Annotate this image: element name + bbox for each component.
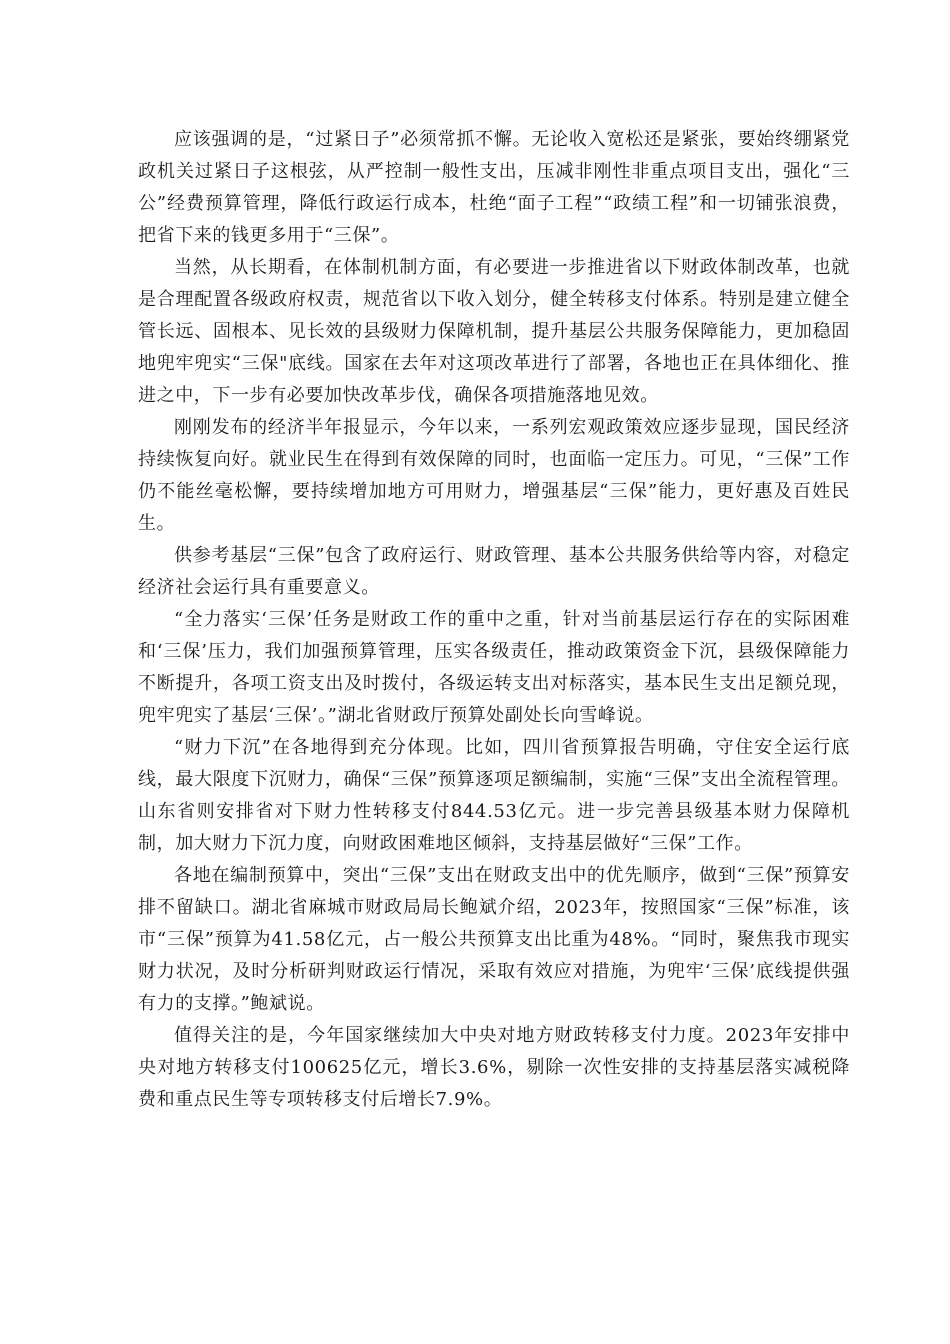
paragraph-7: 各地在编制预算中，突出“三保”支出在财政支出中的优先顺序，做到“三保”预算安排不留缺口。湖北省麻城市财政局局长鲍斌介绍，2023年，按照国家“三保”标准，该市“三保”预算为41.58亿元，占一般公共预算支出比重为48%。“同时，聚焦我市现实财力状况，及时分析研判财政运行情况，采取有效应对措施，为兜牢‘三保’底线提供强有力的支撑。”鲍斌说。 xyxy=(138,865,850,1014)
paragraph-5: “全力落实‘三保’任务是财政工作的重中之重，针对当前基层运行存在的实际困难和‘三保’压力，我们加强预算管理，压实各级责任，推动政策资金下沉，县级保障能力不断提升，各项工资支出及时拨付，各级运转支出对标落实，基本民生支出足额兑现，兜牢兜实了基层‘三保’。”湖北省财政厅预算处副处长向雪峰说。 xyxy=(138,609,850,726)
paragraph-8: 值得关注的是，今年国家继续加大中央对地方财政转移支付力度。2023年安排中央对地方转移支付100625亿元，增长3.6%，剔除一次性安排的支持基层落实减税降费和重点民生等专项转移支付后增长7.9%。 xyxy=(138,1025,850,1110)
paragraph-2: 当然，从长期看，在体制机制方面，有必要进一步推进省以下财政体制改革，也就是合理配置各级政府权责，规范省以下收入划分，健全转移支付体系。特别是建立健全管长远、固根本、见长效的县级财力保障机制，提升基层公共服务保障能力，更加稳固地兜牢兜实“三保"底线。国家在去年对这项改革进行了部署，各地也正在具体细化、推进之中，下一步有必要加快改革步伐，确保各项措施落地见效。 xyxy=(138,257,850,406)
paragraph-6: “财力下沉”在各地得到充分体现。比如，四川省预算报告明确，守住安全运行底线，最大限度下沉财力，确保“三保”预算逐项足额编制，实施“三保”支出全流程管理。山东省则安排省对下财力性转移支付844.53亿元。进一步完善县级基本财力保障机制，加大财力下沉力度，向财政困难地区倾斜，支持基层做好“三保”工作。 xyxy=(138,737,850,854)
paragraph-3: 刚刚发布的经济半年报显示，今年以来，一系列宏观政策效应逐步显现，国民经济持续恢复向好。就业民生在得到有效保障的同时，也面临一定压力。可见，“三保”工作仍不能丝毫松懈，要持续增加地方可用财力，增强基层“三保”能力，更好惠及百姓民生。 xyxy=(138,417,850,534)
document-body xyxy=(138,124,850,1116)
paragraph-4: 供参考基层“三保”包含了政府运行、财政管理、基本公共服务供给等内容，对稳定经济社会运行具有重要意义。 xyxy=(138,545,850,598)
paragraph-1: 应该强调的是，“过紧日子”必须常抓不懈。无论收入宽松还是紧张，要始终绷紧党政机关过紧日子这根弦，从严控制一般性支出，压减非刚性非重点项目支出，强化“三公”经费预算管理，降低行政运行成本，杜绝“面子工程”“政绩工程”和一切铺张浪费，把省下来的钱更多用于“三保”。 xyxy=(138,129,850,246)
